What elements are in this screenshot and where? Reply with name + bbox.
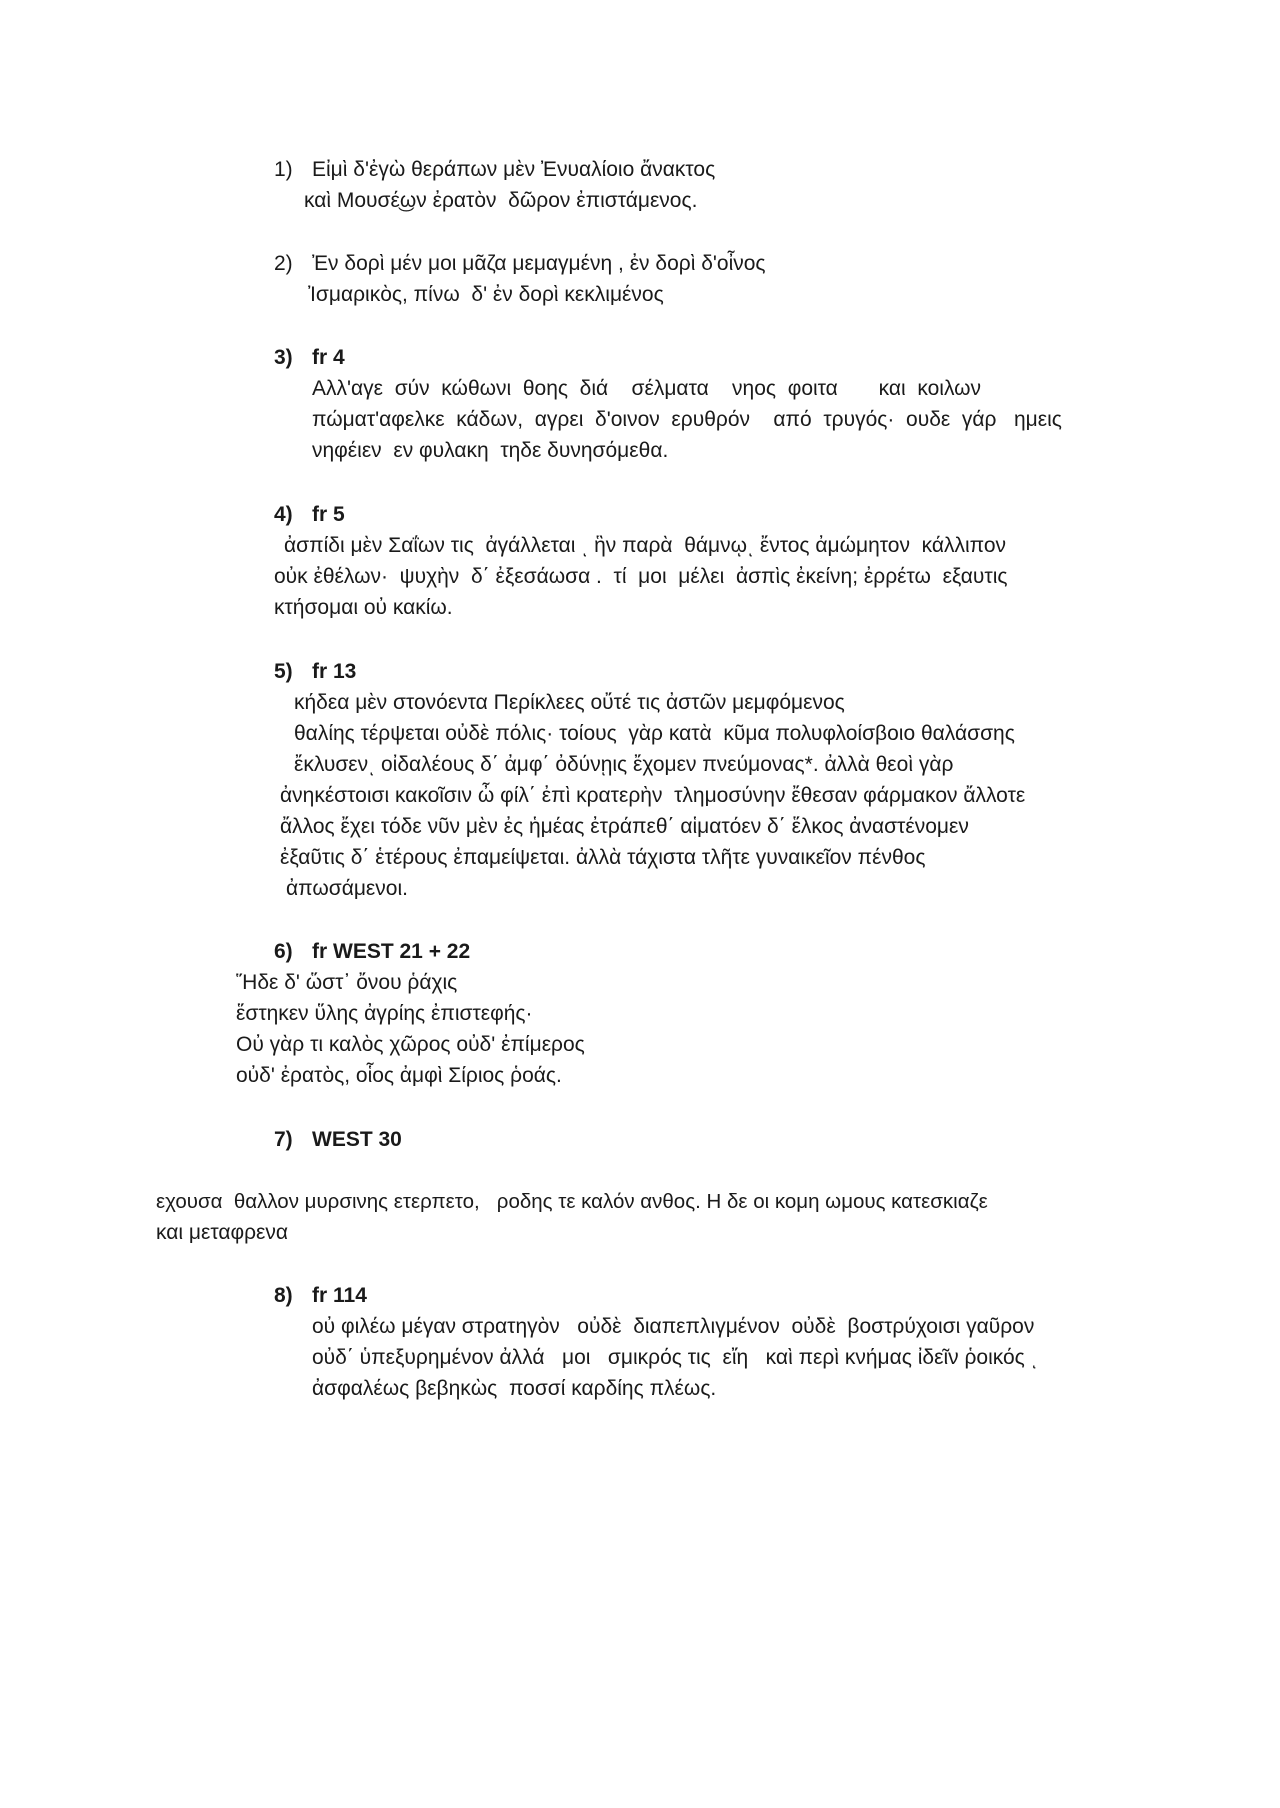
- section-4-line-2: [274, 561, 1154, 592]
- section-heading: fr 114: [312, 1284, 367, 1307]
- section-heading: WEST 30: [312, 1128, 402, 1151]
- section-7-line-1: [156, 1186, 1136, 1217]
- verse-text: Ἐν δορὶ μέν μοι μᾶζα μεμαγμένη , ἐν δορὶ δ'οἶνος: [312, 252, 766, 275]
- section-2: [274, 248, 1154, 310]
- section-5-line-6: [274, 842, 1154, 873]
- verse-text: καὶ Μουσέ͜ων ἐρατὸν δῶρον ἐπιστάμενος.: [304, 189, 698, 212]
- section-7-heading: [274, 1124, 1154, 1155]
- verse-text: οὐκ ἐθέλων· ψυχὴν δ΄ ἐξεσάωσα . τί μοι μέλει ἀσπὶς ἐκείνη; ἐρρέτω εξαυτις: [274, 565, 1008, 588]
- verse-text: νηφέιεν εν φυλακη τηδε δυνησόμεθα.: [312, 439, 669, 462]
- verse-text: ἄλλος ἔχει τόδε νῦν μὲν ἐς ἡμέας ἐτράπεθ΄ αἱματόεν δ΄ ἕλκος ἀναστένομεν: [280, 815, 969, 838]
- verse-text: εχουσα θαλλον μυρσινης ετερπετο, ροδης τε καλόν ανθος. Η δε οι κομη ωμους κατεσκιαζε: [156, 1190, 988, 1213]
- verse-text: Αλλ'αγε σύν κώθωνι θοης διά σέλματα νηος φοιτα και κοιλων: [312, 377, 982, 400]
- section-heading: fr WEST 21 + 22: [312, 940, 471, 963]
- verse-text: ἀσφαλέως βεβηκὼς ποσσί καρδίης πλέως.: [312, 1377, 717, 1400]
- section-number: 3): [274, 346, 293, 369]
- section-4: [274, 499, 1154, 623]
- verse-text: ἀσπίδι μὲν Σαΐων τις ἀγάλλεται ͺ ἣν παρὰ θάμνῳͺ ἔντος ἀμώμητον κάλλιπον: [284, 534, 1007, 557]
- section-4-heading: [274, 499, 1154, 530]
- verse-text: ἕστηκεν ὕλης ἀγρίης ἐπιστεφής·: [236, 1002, 533, 1025]
- section-2-line-1: [274, 248, 1154, 279]
- section-number: 8): [274, 1284, 293, 1307]
- section-1: [274, 154, 1154, 216]
- section-4-line-3: [274, 592, 1154, 623]
- section-4-line-1: [274, 530, 1154, 561]
- section-6-heading: [236, 936, 1116, 967]
- section-2-line-2: [274, 279, 1154, 310]
- section-1-line-2: [274, 185, 1154, 216]
- section-number: 1): [274, 158, 293, 181]
- verse-text: κήδεα μὲν στονόεντα Περίκλεες οὔτέ τις ἀστῶν μεμφόμενος: [294, 691, 845, 714]
- section-5-line-7: [274, 873, 1154, 904]
- verse-text: ἐξαῦτις δ΄ ἑτέρους ἐπαμείψεται. ἀλλὰ τάχιστα τλῆτε γυναικεῖον πένθος: [280, 846, 926, 869]
- verse-text: οὐδ΄ ὑπεξυρημένον ἀλλά μοι σμικρός τις εἴη καὶ περὶ κνήμας ἰδεῖν ῥοικός ͺ: [312, 1346, 1038, 1369]
- verse-text: Οὐ γὰρ τι καλὸς χῶρος οὐδ' ἐπίμερος: [236, 1033, 585, 1056]
- section-5-line-5: [274, 811, 1154, 842]
- section-7: [274, 1124, 1154, 1155]
- section-1-line-1: [274, 154, 1154, 185]
- section-number: 7): [274, 1128, 293, 1151]
- section-8: [274, 1280, 1154, 1404]
- section-heading: fr 5: [312, 503, 345, 526]
- section-number: 5): [274, 660, 293, 683]
- verse-text: και μεταφρενα: [156, 1221, 289, 1244]
- verse-text: Εἰμὶ δ'ἐγὼ θεράπων μὲν Ἐνυαλίοιο ἄνακτος: [312, 158, 716, 181]
- section-3-heading: [274, 342, 1154, 373]
- section-number: 6): [274, 940, 293, 963]
- verse-text: Ἰσμαρικὸς, πίνω δ' ἐν δορὶ κεκλιμένος: [308, 283, 664, 306]
- verse-text: πώματ'αφελκε κάδων, αγρει δ'οινον ερυθρόν από τρυγός· ουδε γάρ ημεις: [312, 408, 1062, 431]
- section-8-heading: [274, 1280, 1154, 1311]
- section-number: 2): [274, 252, 293, 275]
- verse-text: κτήσομαι οὐ κακίω.: [274, 596, 453, 619]
- section-6: [236, 936, 1116, 1091]
- section-3-line-2: [274, 404, 1154, 435]
- section-heading: fr 4: [312, 346, 345, 369]
- section-3-line-3: [274, 435, 1154, 466]
- verse-text: οὐδ' ἐρατὸς, οἷος ἀμφὶ Σίριος ῥοάς.: [236, 1064, 562, 1087]
- section-6-line-3: [236, 1029, 1116, 1060]
- section-7-line-2: [156, 1217, 1136, 1248]
- section-number: 4): [274, 503, 293, 526]
- verse-text: ἔκλυσενͺ οἰδαλέους δ΄ ἀμφ΄ ὀδύνῃις ἔχομεν πνεύμονας*. ἀλλὰ θεοὶ γὰρ: [294, 753, 954, 776]
- section-5-line-1: [274, 687, 1154, 718]
- section-5: [274, 656, 1154, 904]
- section-3: [274, 342, 1154, 466]
- verse-text: οὐ φιλέω μέγαν στρατηγὸν οὐδὲ διαπεπλιγμένον οὐδὲ βοστρύχοισι γαῦρον: [312, 1315, 1035, 1338]
- section-8-line-3: [274, 1373, 1154, 1404]
- section-5-heading: [274, 656, 1154, 687]
- section-5-line-3: [274, 749, 1154, 780]
- verse-text: θαλίης τέρψεται οὐδὲ πόλις· τοίους γὰρ κατὰ κῦμα πολυφλοίσβοιο θαλάσσης: [294, 722, 1015, 745]
- section-7-body: [156, 1186, 1136, 1248]
- section-heading: fr 13: [312, 660, 357, 683]
- verse-text: Ἥδε δ' ὥστ᾽ ὄνου ῥάχις: [236, 971, 458, 994]
- verse-text: ἀπωσάμενοι.: [286, 877, 408, 900]
- section-6-line-1: [236, 967, 1116, 998]
- section-8-line-2: [274, 1342, 1154, 1373]
- section-5-line-4: [274, 780, 1154, 811]
- verse-text: ἀνηκέστοισι κακοῖσιν ὦ φίλ΄ ἐπὶ κρατερὴν τλημοσύνην ἔθεσαν φάρμακον ἄλλοτε: [280, 784, 1026, 807]
- section-8-line-1: [274, 1311, 1154, 1342]
- section-6-line-4: [236, 1060, 1116, 1091]
- section-5-line-2: [274, 718, 1154, 749]
- section-6-line-2: [236, 998, 1116, 1029]
- section-3-line-1: [274, 373, 1154, 404]
